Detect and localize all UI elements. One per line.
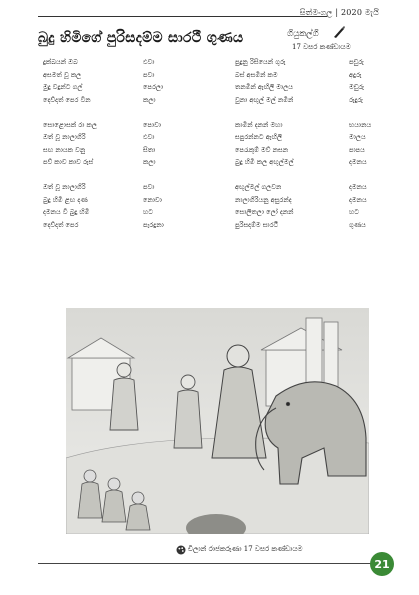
verse-text: සොලිතලා ලෝ දනන් [235, 208, 294, 216]
verse-line [235, 94, 385, 107]
verse-end-word: රුදුරු [349, 95, 363, 104]
verse-text: මුදු වදුන්ට ගල් [43, 83, 83, 91]
pen-icon [332, 25, 346, 39]
verse-line [235, 106, 385, 119]
verse-text: නාලාගිරියනු අසුරන්ද [235, 195, 292, 204]
verse-line [43, 94, 193, 107]
verse-line [43, 194, 193, 207]
verse-end-word: මඩුරු [349, 83, 365, 91]
verse-line [235, 69, 385, 82]
verse-text: පෙරැකුම් මව් නසන [235, 145, 289, 154]
author-class: 17 වසර කණ්ඩායම [292, 43, 351, 51]
verse-end-word: හට [349, 208, 359, 216]
verse-text: තනමින් ඇඟිලි මාලය [235, 83, 293, 91]
illustration [66, 308, 369, 534]
verse-text: දෙව්දත් පෙර වින [43, 95, 91, 104]
verse-end-word: පෙරලා [143, 83, 164, 91]
verse-line [43, 81, 193, 94]
verse-line [43, 169, 193, 182]
verse-end-word: පැරදුනා [143, 220, 164, 229]
verse-text: අසමත් වූ කල [43, 70, 82, 79]
verse-end-word: ඵවා [143, 58, 155, 66]
verse-line [43, 56, 193, 69]
verse-text: ඔත් වූ නාලාගිරි [43, 133, 86, 141]
verse-line [43, 156, 193, 169]
palette-icon [176, 545, 186, 555]
verse-end-word: ගුණය [349, 220, 366, 229]
verse-end-word: හට [143, 208, 153, 216]
verse-text: අඟුල්මල් ගලවන [235, 183, 282, 191]
verse-text: ඔත් වූ නාලාගිරි [43, 183, 86, 191]
verse-line [235, 169, 385, 182]
verses-left [43, 56, 193, 231]
verse-text: පුරිසදම්ම සාරථී [235, 220, 279, 229]
verse-text: පව් කාව කාව රුස් [43, 158, 94, 166]
verse-text: පුදුනු රිසියෙන් ගුරු [235, 58, 286, 66]
verse-text: බස් අසමින් කම [235, 70, 278, 79]
illustration-caption: චිලාන් රාජකරුණා 17 වසර කණ්ඩායම [188, 545, 303, 553]
footer-rule [38, 563, 371, 564]
verse-end-word: පවා [143, 70, 155, 79]
verse-line [235, 206, 385, 219]
verse-line [235, 156, 385, 169]
verse-line [235, 119, 385, 132]
verse-end-word: දමනය [349, 195, 367, 204]
verse-text: වුනා අඟුල් මල් නමින් [235, 95, 294, 104]
verse-line [43, 181, 193, 194]
verse-line [235, 56, 385, 69]
verse-line [235, 194, 385, 207]
verse-end-word: පොවා [143, 120, 162, 129]
verse-text: දමනය වී බුදු හිමි [43, 208, 90, 216]
verse-end-word: අදුරු [349, 70, 362, 79]
verse-end-word: භයානය [349, 120, 372, 129]
verse-line [43, 219, 193, 232]
verse-end-word: දමනය [349, 158, 367, 166]
verse-end-word: නොවා [143, 195, 162, 204]
verse-text: දුක්ඛයන් ඔබ [43, 58, 78, 66]
verse-line [43, 69, 193, 82]
author-name: ගියුකල්ගි [287, 29, 319, 39]
verse-line [43, 206, 193, 219]
verse-end-word: කලා [143, 158, 156, 166]
verse-line [235, 219, 385, 232]
verse-end-word: පාපය [349, 145, 365, 154]
page-number: 21 [370, 552, 394, 576]
verse-end-word: සිතා [143, 145, 156, 154]
verse-end-word: ඵවා [143, 133, 155, 141]
verse-end-word: කලා [143, 95, 156, 104]
header-text: සිත්මංගල | 2020 මැයි [299, 8, 379, 17]
verse-line [43, 131, 193, 144]
header-rule [38, 16, 327, 17]
verse-text: බුදු හිමි කල අඟුල්මල් [235, 158, 294, 166]
verse-line [43, 144, 193, 157]
verse-text: සඟ නායක වනු [43, 145, 86, 154]
verses-right [235, 56, 385, 231]
verse-text: සොළොසක් රා කල [43, 120, 97, 129]
verse-line [235, 144, 385, 157]
verse-text: දෙව්දත් පෙර [43, 220, 79, 229]
verse-line [43, 106, 193, 119]
verse-end-word: පවා [143, 183, 155, 191]
verse-text: බුදු හිමි ළඟ දණ [43, 195, 88, 204]
verse-text: සපුරන්නට ඇඟිලි [235, 133, 283, 141]
verse-line [235, 131, 385, 144]
verse-end-word: පඩුරු [349, 58, 364, 66]
verse-end-word: මාලය [349, 133, 366, 141]
verse-line [43, 119, 193, 132]
verse-text: කාමින් දනන් මහා [235, 120, 283, 129]
verse-end-word: දමනය [349, 183, 367, 191]
poem-title: බුදු හිමිගේ පුරිසදම්ම සාරථී ගුණය [38, 30, 244, 46]
verse-line [235, 81, 385, 94]
verse-line [235, 181, 385, 194]
